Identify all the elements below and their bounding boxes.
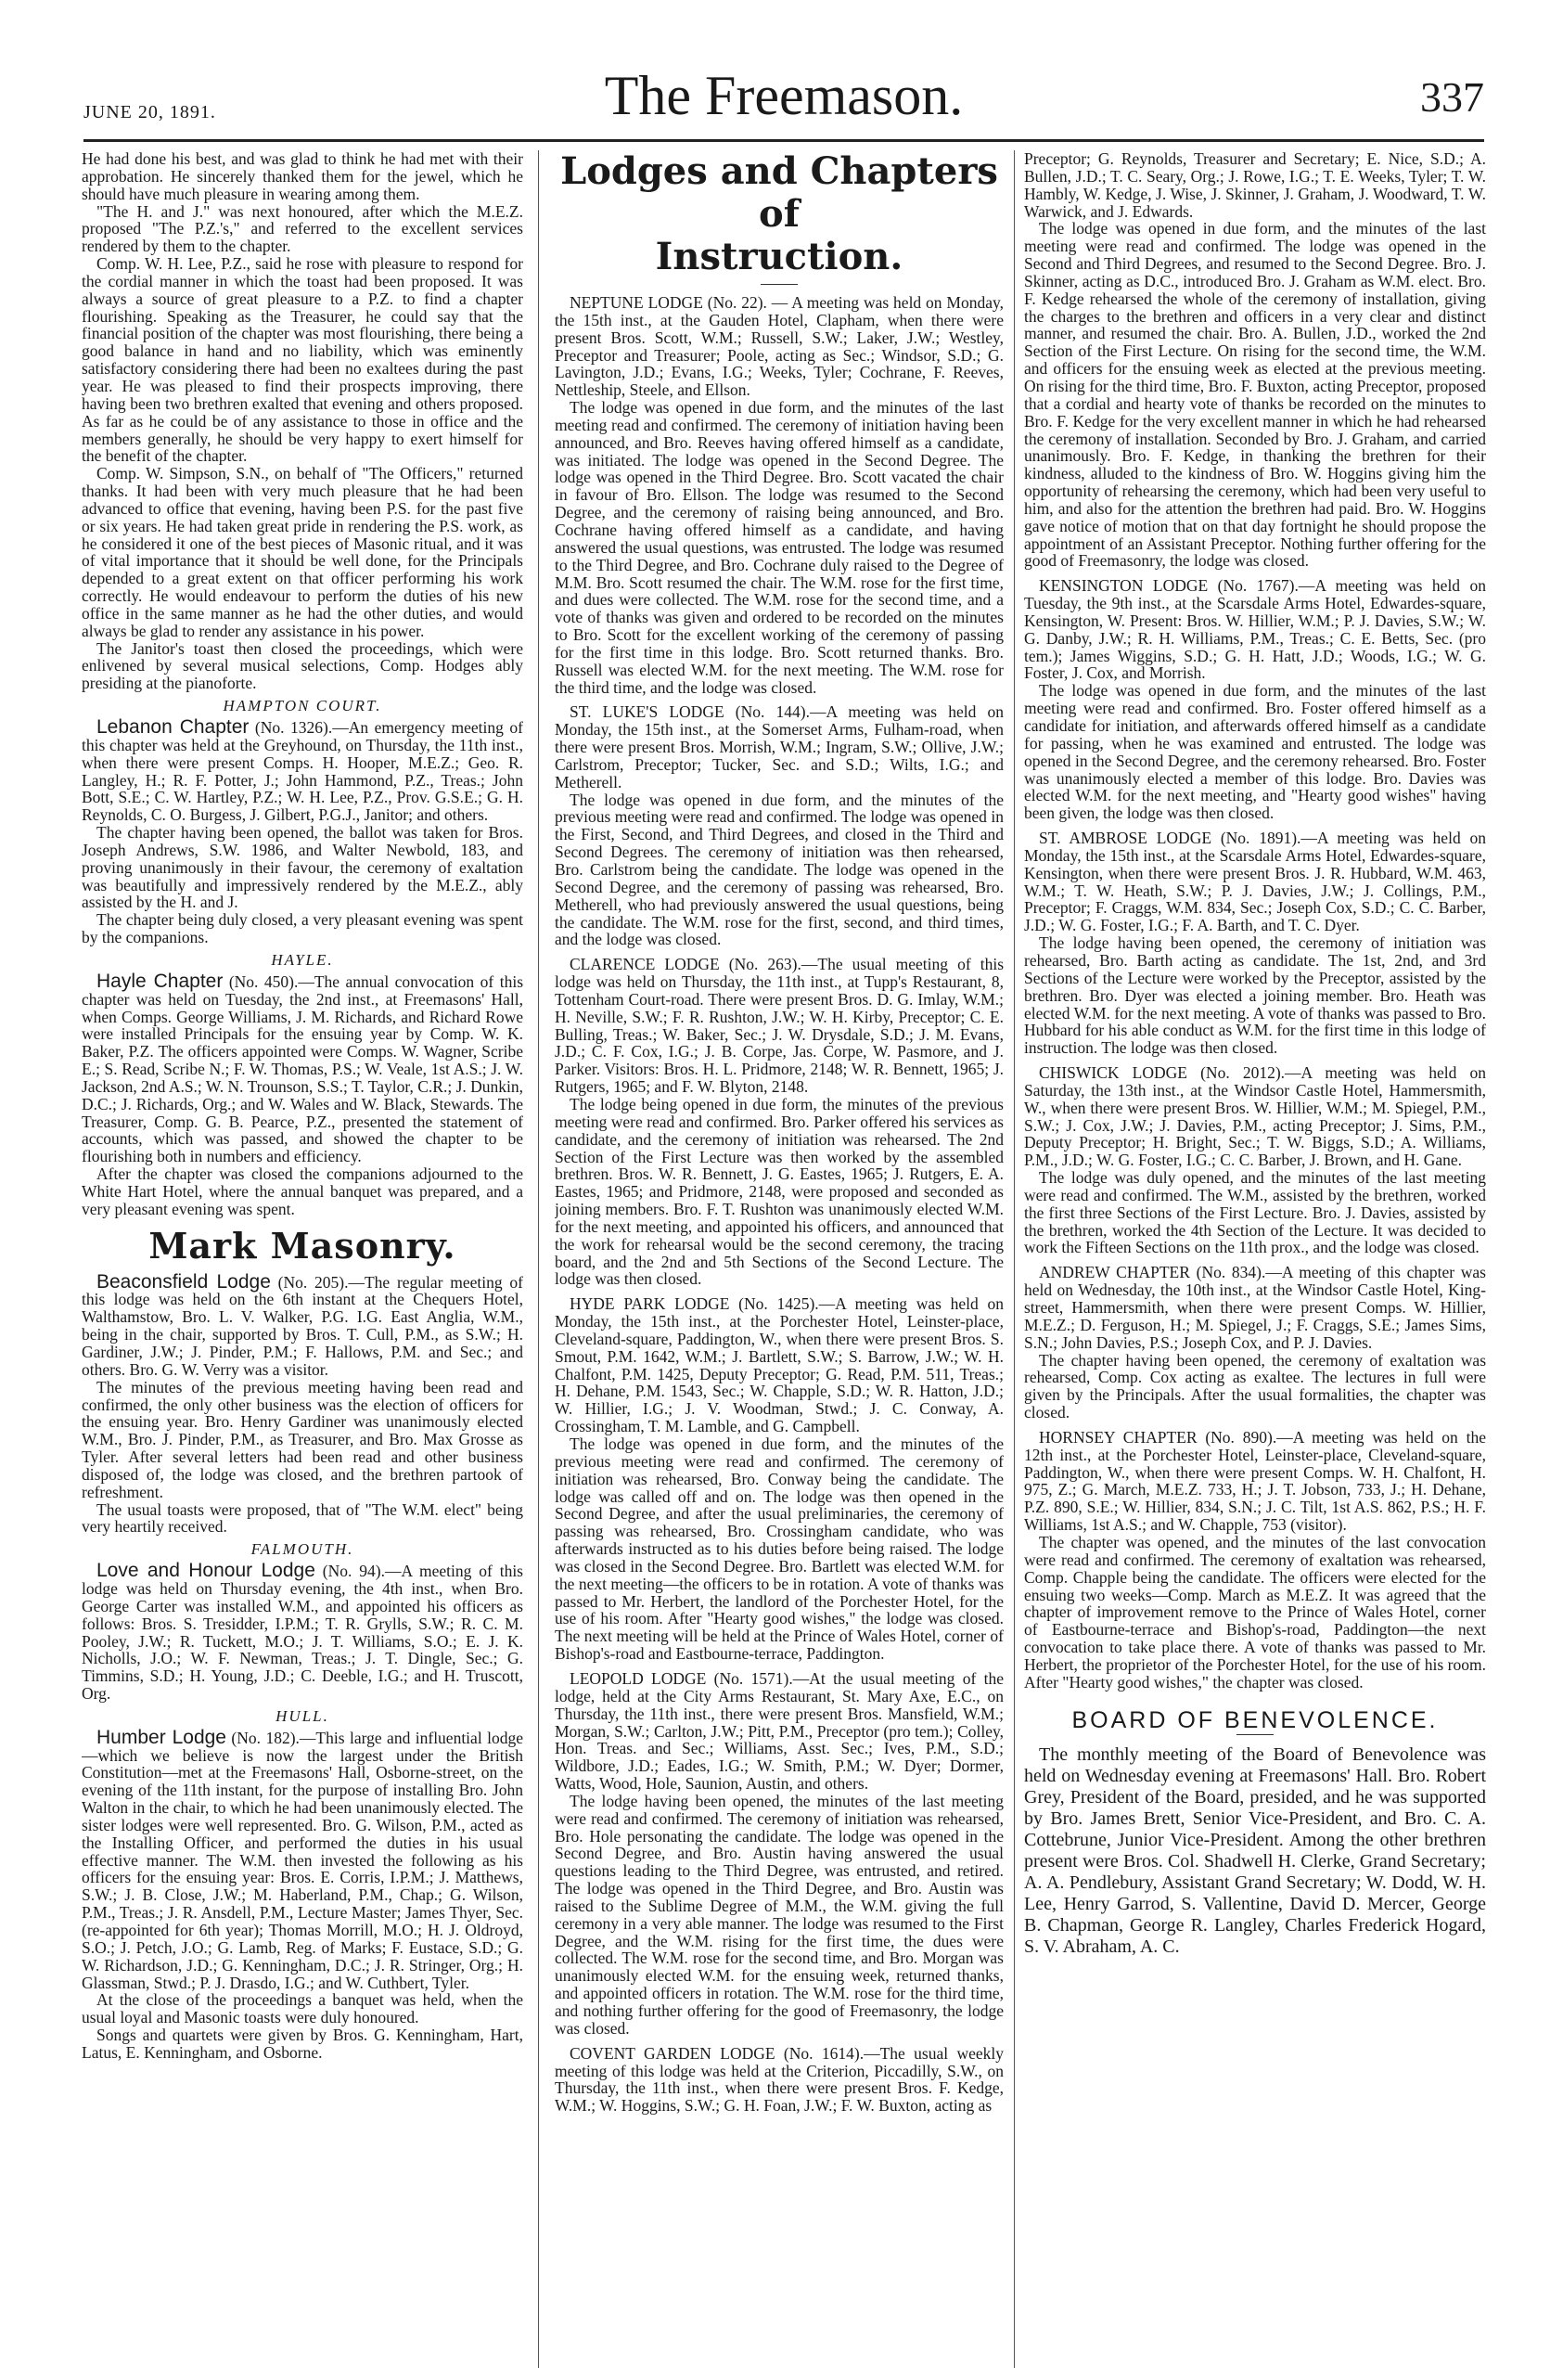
paragraph: CHISWICK LODGE (No. 2012).—A meeting was held on Saturday, the 13th inst., at the Windsor Castle Hotel, Hammersmith, W., when there were present Bros. W. Hillier, W.M.; M. Spiegel, P.M., S.W.; J. Cox, J.W.; J. Davies, P.M., acting Preceptor; J. Sims, P.M., Deputy Preceptor; H. Bright, Sec.; T. W. Biggs, S.D.; A. Williams, P.M., J.D.; W. G. Foster, I.G.; C. C. Barber, J. Brown, and H. Gane. — [1024, 1063, 1486, 1170]
page-header — [83, 63, 1484, 128]
report-paragraph — [82, 1726, 523, 1992]
header-rule — [83, 139, 1484, 142]
paragraph: The chapter having been opened, the ceremony of exaltation was rehearsed, Comp. Cox acting as exaltee. The lectures in full were given by the Principals. After the usual formalities, the chapter was closed. — [1024, 1350, 1486, 1422]
paragraph: HYDE PARK LODGE (No. 1425).—A meeting was held on Monday, the 15th inst., at the Porchester Hotel, Leinster-place, Cleveland-square, Paddington, W., when there were present Bros. S. Smout, P.M. 1642, W.M.; J. Bartlett, S.W.; S. Barrow, J.W.; W. H. Chalfont, P.M. 1425, Deputy Preceptor; G. Read, P.M. 511, Treas.; H. Dehane, P.M. 1543, Sec.; W. Chapple, S.D.; W. R. Hatton, J.D.; W. Hillier, I.G.; J. V. Woodman, Stwd.; J. C. Conway, A. Crossingham, T. M. Lamble, and G. Campbell. — [555, 1294, 1004, 1436]
paragraph: The Janitor's toast then closed the proceedings, which were enlivened by several musical selections, Comp. Hodges ably presiding at the pianoforte. — [82, 638, 523, 693]
issue-date: JUNE 20, 1891. — [83, 102, 216, 122]
paragraph: Comp. W. H. Lee, P.Z., said he rose with pleasure to respond for the cordial manner in which the toast had been proposed. It was always a source of great pleasure to a P.Z. to find a chapter flourishing. Speaking as the Treasurer, he could say that the financial position of the chapter was most flourishing, there being a good balance in hand and no liability, which was eminently satisfactory considering there had been no exaltees during the past year. He was pleased to find their prospects improving, there having been two brethren exalted that evening and others proposed. As far as he could be of any assistance to those in office and the members generally, he should be very happy to exert himself for the benefit of the chapter. — [82, 254, 523, 466]
paragraph: The lodge being opened in due form, the minutes of the previous meeting were read and confirmed. Bro. Parker offered his services as candidate, and the ceremony of initiation was rehearsed. The 2nd Section of the First Lecture was then worked by the assembled brethren. Bros. W. R. Bennett, J. G. Eastes, 1965; J. Rutgers, E. A. Eastes, 1965; and Pridmore, 2148, were proposed and seconded as joining members. Bro. F. T. Rushton was unanimously elected W.M. for the next meeting, and appointed his officers, and announced that the work for rehearsal would be the second ceremony, the tracing board, and the 2nd and 5th Sections of the Second Lecture. The lodge was then closed. — [555, 1094, 1004, 1289]
place-heading: FALMOUTH. — [250, 1540, 354, 1559]
paragraph: The monthly meeting of the Board of Benevolence was held on Wednesday evening at Freemasons' Hall. Bro. Robert Grey, President of the Board, presided, and he was supported by Bro. James Brett, Senior Vice-President, and Bro. C. A. Cottebrune, Junior Vice-President. Among the other brethren present were Bros. Col. Shadwell H. Clerke, Grand Secretary; A. A. Pendlebury, Assistant Grand Secretary; W. Dodd, W. H. Lee, Henry Garrod, S. Vallentine, David D. Mercer, George B. Chapman, George R. Langley, Charles Frederick Hogard, S. V. Abraham, A. C. — [1024, 1744, 1486, 1958]
paragraph: The chapter having been opened, the ballot was taken for Bros. Joseph Andrews, S.W. 1986, and Walter Newbold, 183, and proving unanimously in their favour, the ceremony of exaltation was beautifully and impressively rendered by the M.E.Z., ably assisted by the H. and J. — [82, 823, 523, 912]
paragraph: NEPTUNE LODGE (No. 22). — A meeting was held on Monday, the 15th inst., at the Gauden Hotel, Clapham, when there were present Bros. Scott, W.M.; Russell, S.W.; Laker, J.W.; Westley, Preceptor and Treasurer; Poole, acting as Sec.; Windsor, S.D.; G. Lavington, J.D.; Evans, I.G.; Weeks, Tyler; Cochrane, F. Reeves, Nettleship, Steele, and Ellson. — [555, 293, 1004, 400]
paragraph: ST. LUKE'S LODGE (No. 144).—A meeting was held on Monday, the 15th inst., at the Somerset Arms, Fulham-road, when there were present Bros. Morrish, W.M.; Ingram, S.W.; Ollive, J.W.; Carlstrom, Preceptor; Tucker, Sec. and S.D.; Wilts, I.G.; and Metherell. — [555, 702, 1004, 791]
section-heading: BOARD OF BENEVOLENCE. — [1071, 1706, 1439, 1733]
place-heading: HAMPTON COURT. — [223, 697, 382, 715]
page-number: 337 — [1420, 73, 1484, 121]
lodge-name: Humber Lodge — [96, 1726, 226, 1748]
heading-rule — [761, 284, 798, 285]
paragraph: The lodge having been opened, the minutes of the last meeting were read and confirmed. The ceremony of initiation was rehearsed, Bro. Hole personating the candidate. The lodge was opened in the Second Degree, and Bro. Austin having answered the usual questions leading to the Third Degree, was entrusted, and retired. The lodge was opened in the Third Degree, and Bro. Austin was raised to the Sublime Degree of M.M., the W.M. giving the full ceremony in a very able manner. The lodge was resumed to the First Degree, and the W.M. rising for the first time, the dues were collected. The W.M. rose for the second time, and Bro. Morgan was unanimously elected W.M. for the ensuing week, returned thanks, and appointed officers in rotation. The W.M. rose for the third time, and nothing further offering for the good of Freemasonry, the lodge was closed. — [555, 1791, 1004, 2038]
masthead: The Freemason. — [604, 65, 964, 126]
paragraph: HORNSEY CHAPTER (No. 890).—A meeting was held on the 12th inst., at the Porchester Hotel, Leinster-place, Cleveland-square, Paddington, W., when there were present Comps. W. H. Chalfont, H. 975, Z.; G. March, M.E.Z. 733, H.; J. T. Jobson, 733, J.; H. Dehane, P.Z. 890, S.E.; W. Hillier, 834, S.N.; J. C. Tilt, 1st A.S. 862, P.S.; H. F. Williams, 1st A.S.; and W. Chapple, 753 (visitor). — [1024, 1427, 1486, 1535]
paragraph: The usual toasts were proposed, that of "The W.M. elect" being very heartily received. — [82, 1499, 523, 1537]
paragraph: The chapter was opened, and the minutes of the last convocation were read and confirmed. The ceremony of exaltation was rehearsed, Comp. Chapple being the candidate. The officers were elected for the ensuing two weeks—Comp. March as M.E.Z. It was agreed that the chapter of improvement remove to the Prince of Wales Hotel, corner of Eastbourne-terrace and Bishop's-road, Paddington—the next convocation to take place there. A vote of thanks was passed to Mr. Herbert, the proprietor of the Porchester Hotel, for the use of his room. After "Hearty good wishes," the chapter was closed. — [1024, 1532, 1486, 1692]
report-paragraph — [82, 1270, 523, 1379]
paragraph: Songs and quartets were given by Bros. G. Kenningham, Hart, Latus, E. Kenningham, and Osborne. — [82, 2026, 523, 2062]
column-divider — [1014, 150, 1015, 2368]
report-text: (No. 1326).—An emergency meeting of this chapter was held at the Greyhound, on Thursday, the 11th inst., when there were present Comps. H. Hooper, M.E.Z.; Geo. R. Langley, H.; R. F. Potter, J.; John Hammond, P.Z., Treas.; John Bott, S.E.; C. W. Hartley, P.Z.; W. H. Lee, P.Z., Prov. G.S.E.; G. H. Reynolds, C. O. Burgess, J. Gilbert, P.G.J., Janitor; and others. — [82, 718, 523, 825]
paragraph: The lodge having been opened, the ceremony of initiation was rehearsed, Bro. Barth acting as candidate. The 1st, 2nd, and 3rd Sections of the Lecture were worked by the Preceptor, assisted by the brethren. Bro. Dyer was elected a joining member. Bro. Heath was elected W.M. for the next meeting. A vote of thanks was passed to Bro. Hubbard for his able conduct as W.M. for the first time in this lodge of instruction. The lodge was then closed. — [1024, 933, 1486, 1058]
heading-rule — [1236, 1734, 1274, 1735]
report-text: (No. 94).—A meeting of this lodge was held on Thursday evening, the 4th inst., when Bro. George Carter was installed W.M., and appointed his officers as follows: Bros. S. Tresidder, I.P.M.; T. R. Grylls, S.W.; R. C. M. Pooley, J.W.; R. Tuckett, M.O.; J. T. Williams, S.O.; E. J. K. Nicholls, J.O.; W. F. Newman, Treas.; J. T. Dingle, Sec.; G. Timmins, S.D.; H. Young, J.D.; C. Deeble, I.G.; and H. Truscott, Org. — [82, 1562, 523, 1704]
paragraph: CLARENCE LODGE (No. 263).—The usual meeting of this lodge was held on Thursday, the 11th inst., at Tupp's Restaurant, 8, Tottenham Court-road. There were present Bros. D. G. Imlay, W.M.; H. Neville, S.W.; F. R. Rushton, J.W.; W. H. Kirby, Preceptor; C. E. Bulling, Treas.; W. Baker, Sec.; J. W. Drysdale, S.D.; J. M. Evans, J.D.; C. F. Cox, I.G.; J. B. Corpe, Jas. Corpe, W. Pasmore, and J. Parker. Visitors: Bros. H. L. Pridmore, 2148; W. R. Bennett, 1965; J. Rutgers, 1965; and F. W. Blyton, 2148. — [555, 955, 1004, 1097]
report-text: (No. 450).—The annual convocation of this chapter was held on Tuesday, the 2nd inst., at Freemasons' Hall, when Comps. George Williams, J. M. Richards, and Richard Rowe were installed Principals for the ensuing year by Comp. W. K. Baker, P.Z. The officers appointed were Comps. W. Wagner, Scribe E.; S. Read, Scribe N.; F. W. Thomas, P.S.; W. Veale, 1st A.S.; J. W. Jackson, 2nd A.S.; W. N. Trounson, S.S.; T. Taylor, C.R.; J. Dunkin, D.C.; J. Richards, Org.; and W. Wales and W. Black, Stewards. The Treasurer, Comp. G. B. Pearce, P.Z., presented the statement of accounts, which was passed, and showed the chapter to be flourishing both in numbers and efficiency. — [82, 971, 523, 1166]
lodge-name: Love and Honour Lodge — [96, 1560, 315, 1582]
column-divider — [538, 150, 539, 2368]
paragraph: The lodge was opened in due form, and the minutes of the last meeting were read and confirmed. Bro. Foster offered himself as a candidate for initiation, and afterwards offered himself as a candidate for passing, when he was examined and entrusted. The lodge was opened in the Second Degree, and the ceremony rehearsed. Bro. Foster was unanimously elected a member of this lodge. Bro. Davies was elected W.M. for the next meeting, and "Hearty good wishes" having been given, the lodge was then closed. — [1024, 681, 1486, 823]
place-heading: HAYLE. — [271, 950, 334, 969]
section-heading: Mark Masonry. — [148, 1224, 456, 1267]
paragraph: He had done his best, and was glad to think he had met with their approbation. He sincerely thanked them for the jewel, which he should have much pleasure in wearing among them. — [82, 150, 523, 203]
paragraph: After the chapter was closed the companions adjourned to the White Hart Hotel, where the annual banquet was prepared, and a very pleasant evening was spent. — [82, 1164, 523, 1218]
paragraph: ST. AMBROSE LODGE (No. 1891).—A meeting was held on Monday, the 15th inst., at the Scarsdale Arms Hotel, Edwardes-square, Kensington, when there were present Bros. J. R. Hubbard, W.M. 463, W.M.; T. W. Heath, S.W.; P. J. Davies, J.W.; J. Collings, P.M., Preceptor; F. Craggs, W.M. 834, Sec.; Joseph Cox, S.D.; C. C. Barber, J.D.; W. G. Foster, I.G.; F. A. Barth, and T. C. Dyer. — [1024, 829, 1486, 935]
column-1 — [82, 150, 523, 2368]
paragraph: At the close of the proceedings a banquet was held, when the usual loyal and Masonic toasts were duly honoured. — [82, 1990, 523, 2027]
paragraph: LEOPOLD LODGE (No. 1571).—At the usual meeting of the lodge, held at the City Arms Restaurant, St. Mary Axe, E.C., on Thursday, the 11th inst., there were present Bros. Mansfield, W.M.; Morgan, S.W.; Carlton, J.W.; Pitt, P.M., Preceptor (pro tem.); Colley, Hon. Treas. and Sec.; Williams, Asst. Sec.; Ives, P.M., S.D.; Wildbore, J.D.; Eades, I.G.; W. Smith, P.M.; W. Dyer; Dormer, Watts, Wood, Hole, Saunion, Austin, and others. — [555, 1668, 1004, 1794]
paragraph: The lodge was duly opened, and the minutes of the last meeting were read and confirmed. The W.M., assisted by the brethren, worked the first three Sections of the First Lecture. Bro. J. Davies, assisted by the brethren, worked the 4th Section of the Lecture. It was decided to work the Fifteen Sections on the 11th prox., and the lodge was closed. — [1024, 1168, 1486, 1257]
lodge-name: Lebanon Chapter — [96, 716, 250, 738]
lodge-name: Hayle Chapter — [96, 970, 224, 992]
paragraph: COVENT GARDEN LODGE (No. 1614).—The usual weekly meeting of this lodge was held at the Criterion, Piccadilly, S.W., on Thursday, the 11th inst., when there were present Bros. F. Kedge, W.M.; W. Hoggins, S.W.; G. H. Foan, J.W.; F. W. Buxton, acting as — [555, 2043, 1004, 2116]
paragraph: The lodge was opened in due form, and the minutes of the previous meeting were read and confirmed. The lodge was opened in the First, Second, and Third Degrees, and closed in the Third and Second Degrees. The ceremony of initiation was then rehearsed, Bro. Carlstrom being the candidate. The lodge was opened in the Second Degree, and the ceremony of passing was rehearsed, Bro. Metherell, who had previously answered the usual questions, being the candidate. The W.M. rose for the first, second, and third times, and the lodge was closed. — [555, 790, 1004, 949]
report-paragraph — [82, 716, 523, 825]
section-heading: Lodges and Chapters of — [560, 150, 998, 236]
paragraph: The lodge was opened in due form, and the minutes of the last meeting read and confirmed. The ceremony of initiation having been announced, and Bro. Reeves having offered himself as a candidate, was initiated. The lodge was opened in the Second Degree. The lodge was opened in the Third Degree. Bro. Scott vacated the chair in favour of Bro. Ellson. The lodge was resumed to the Second Degree, and the ceremony of raising being announced, and Bro. Cochrane having offered himself as a candidate, and having answered the usual questions, was entrusted. The lodge was resumed to the Third Degree, and Bro. Cochrane duly raised to the Degree of M.M. Bro. Scott resumed the chair. The W.M. rose for the first time, and dues were collected. The W.M. rose for the second time, and a vote of thanks was given and ordered to be recorded on the minutes to Bro. Scott for the excellent working of the ceremony of passing for the first time in this lodge. Bro. Scott returned thanks. Bro. Russell was elected W.M. for the next meeting. The W.M. rose for the third time, and the lodge was closed. — [555, 398, 1004, 697]
place-heading: HULL. — [275, 1706, 329, 1725]
report-paragraph — [82, 970, 523, 1166]
paragraph: KENSINGTON LODGE (No. 1767).—A meeting was held on Tuesday, the 9th inst., at the Scarsdale Arms Hotel, Edwardes-square, Kensington, W. Present: Bros. W. Hillier, W.M.; P. J. Davies, S.W.; W. G. Danby, J.W.; R. H. Williams, P.M., Treas.; C. E. Betts, Sec. (pro tem.); James Wiggins, S.D.; G. H. Hatt, J.D.; Woods, I.G.; W. G. Foster, J. Cox, and Morrish. — [1024, 576, 1486, 683]
paragraph: The lodge was opened in due form, and the minutes of the previous meeting were read and confirmed. The ceremony of initiation was rehearsed, Bro. Conway being the candidate. The lodge was called off and on. The lodge was then opened in the Second Degree, and after the usual preliminaries, the ceremony of passing was rehearsed, Bro. Crossingham candidate, who was afterwards instructed as to his duties before being raised. The lodge was closed in the Second Degree. Bro. Bartlett was elected W.M. for the next meeting—the officers to be in rotation. A vote of thanks was passed to Mr. Herbert, the landlord of the Porchester Hotel, for the use of his room. After "Hearty good wishes," the lodge was closed. The next meeting will be held at the Prince of Wales Hotel, corner of Bishop's-road and Eastbourne-terrace, Paddington. — [555, 1434, 1004, 1664]
lodge-name: Beaconsfield Lodge — [96, 1270, 271, 1293]
paragraph: "The H. and J." was next honoured, after which the M.E.Z. proposed "The P.Z.'s," and referred to the excellent services rendered by them to the chapter. — [82, 201, 523, 256]
report-text: (No. 182).—This large and influential lodge—which we believe is now the largest under the British Constitution—met at the Freemasons' Hall, Osborne-street, on the evening of the 11th instant, for the purpose of installing Bro. John Walton in the chair, to which he had been unanimously elected. The sister lodges were well represented. Bro. G. Wilson, P.M., acted as the Installing Officer, and performed the duties in his usual effective manner. The W.M. then invested the following as his officers for the ensuing year: Bros. E. Corris, I.P.M.; J. Matthews, S.W.; J. B. Close, J.W.; M. Haberland, P.M., Chap.; G. Wilson, P.M., Treas.; J. R. Ansdell, P.M., Lecture Master; James Thyer, Sec. (re-appointed for 6th year); Thomas Morrill, M.O.; H. J. Oldroyd, S.O.; J. Petch, J.O.; G. Lamb, Reg. of Marks; F. Eustace, S.D.; G. W. Richardson, J.D.; G. Kenningham, D.C.; J. R. Stringer, Org.; H. Glassman, Stwd.; P. J. Drasdo, I.G.; and W. Cuthbert, Tyler. — [82, 1728, 523, 1992]
paragraph: The chapter being duly closed, a very pleasant evening was spent by the companions. — [82, 910, 523, 947]
section-heading: Instruction. — [655, 235, 903, 278]
report-text: (No. 205).—The regular meeting of this lodge was held on the 6th instant at the Chequers Hotel, Walthamstow, Bro. L. V. Walker, P.G. I.G. East Anglia, W.M., being in the chair, supported by Bros. T. Cull, P.M., as S.W.; H. Gardiner, J.W.; J. Pinder, P.M.; F. Hallows, P.M. and Sec.; and others. Bro. G. W. Verry was a visitor. — [82, 1272, 523, 1379]
column-3 — [1024, 150, 1486, 2368]
paragraph: The minutes of the previous meeting having been read and confirmed, the only other business was the election of officers for the ensuing year. Bro. Henry Gardiner was unanimously elected W.M., Bro. J. Pinder, P.M., as Treasurer, and Bro. Max Grosse as Tyler. After several letters had been read and other business disposed of, the lodge was closed, and the brethren partook of refreshment. — [82, 1377, 523, 1501]
paragraph: Comp. W. Simpson, S.N., on behalf of "The Officers," returned thanks. It had been with very much pleasure that he had been advanced to office that evening, having been P.S. for the past five or six years. He had taken great pride in rendering the P.S. work, as he considered it one of the best pieces of Masonic ritual, and it was of vital importance that it should be well done, for the Principals depended to a great extent on that officer performing his work correctly. He would endeavour to perform the duties of his new office in the same manner as he had the other duties, and would always be glad to render any assistance in his power. — [82, 464, 523, 640]
paragraph: The lodge was opened in due form, and the minutes of the last meeting were read and confirmed. The lodge was opened in the Second and Third Degrees, and resumed to the Second Degree. Bro. J. Skinner, acting as D.C., introduced Bro. J. Graham as W.M. elect. Bro. F. Kedge rehearsed the whole of the ceremony of installation, giving the charges to the brethren and officers in a very clear and distinct manner, and resumed the chair. Bro. A. Bullen, J.D., worked the 2nd Section of the First Lecture. On rising for the second time, the W.M. and officers for the ensuing week as elected at the previous meeting. On rising for the third time, Bro. F. Buxton, acting Preceptor, proposed that a cordial and hearty vote of thanks be recorded on the minutes to Bro. F. Kedge for the very excellent manner in which he had rehearsed the ceremony of installation. Seconded by Bro. J. Graham, and carried unanimously. Bro. F. Kedge, in thanking the brethren for their kindness, alluded to the kindness of Bro. W. Hoggins giving him the opportunity of rehearsing the ceremony, which had been very useful to him, and also for the attention the brethren had paid. Bro. W. Hoggins gave notice of motion that on that day fortnight he should propose the appointment of an Assistant Preceptor. Nothing further offering for the good of Freemasonry, the lodge was closed. — [1024, 219, 1486, 571]
column-2 — [555, 150, 1004, 2368]
paragraph: ANDREW CHAPTER (No. 834).—A meeting of this chapter was held on Wednesday, the 10th inst., at the Windsor Castle Hotel, King-street, Hammersmith, when there were present Comps. W. Hillier, M.E.Z.; D. Ferguson, H.; M. Spiegel, J.; F. Craggs, S.E.; James Sims, S.N.; John Davies, P.S.; Joseph Cox, and P. J. Davies. — [1024, 1263, 1486, 1352]
paragraph: Preceptor; G. Reynolds, Treasurer and Secretary; E. Nice, S.D.; A. Bullen, J.D.; T. C. Seary, Org.; J. Rowe, I.G.; T. E. Weeks, Tyler; T. W. Hambly, W. Kedge, J. Wise, J. Skinner, J. Graham, J. Woodward, T. W. Warwick, and J. Edwards. — [1024, 150, 1486, 221]
report-paragraph — [82, 1560, 523, 1704]
